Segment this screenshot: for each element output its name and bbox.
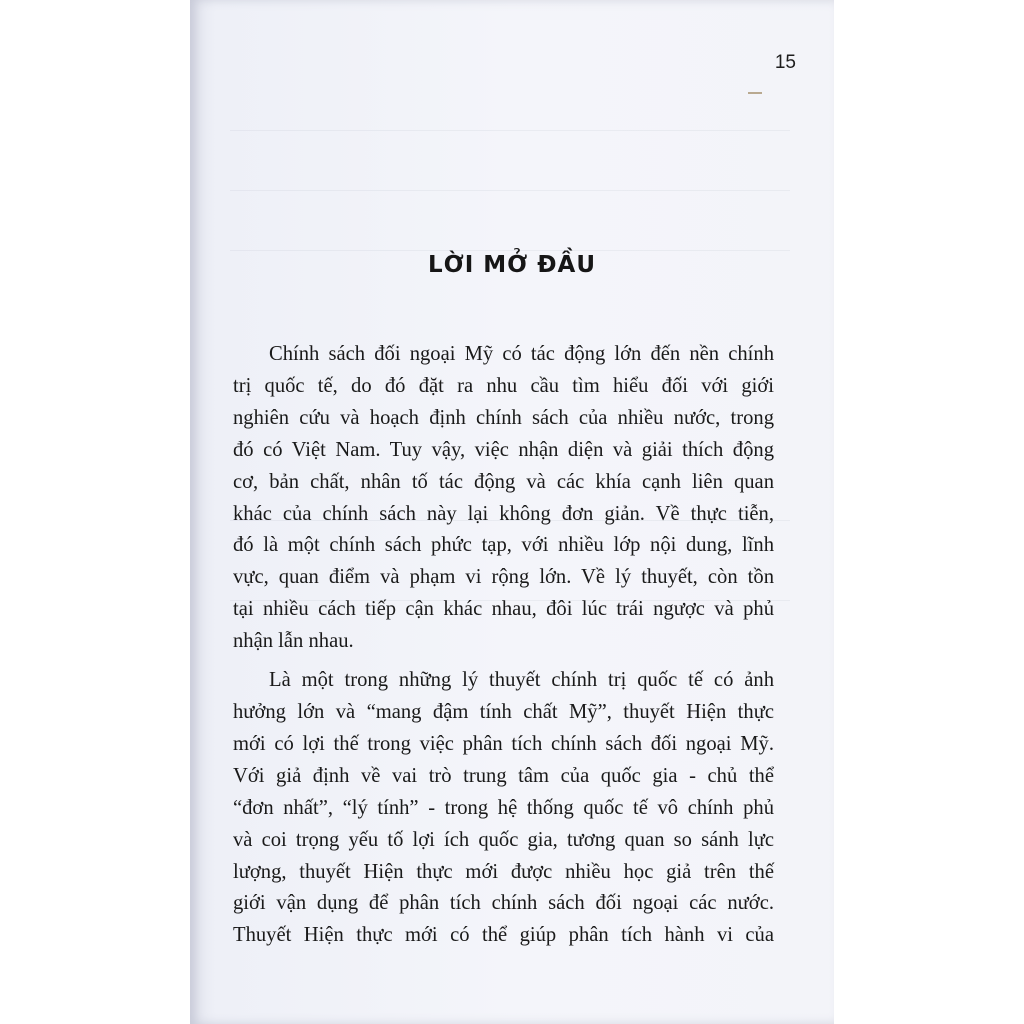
text-line: Chính sách đối ngoại Mỹ có tác động lớn đến nền chính (269, 343, 774, 365)
body-text (233, 339, 774, 952)
show-through-line (230, 250, 790, 251)
text-line: lượng, thuyết Hiện thực mới được nhiều học giả trên thế (233, 860, 774, 883)
paragraph-gap (233, 658, 774, 665)
page-number: 15 (774, 52, 796, 73)
text-line: cơ, bản chất, nhân tố tác động và các khía cạnh liên quan (233, 470, 774, 493)
show-through-line (230, 130, 790, 131)
text-line: đó có Việt Nam. Tuy vậy, việc nhận diện và giải thích động (233, 438, 774, 461)
text-line: Là một trong những lý thuyết chính trị quốc tế có ảnh (269, 669, 774, 692)
text-line: tại nhiều cách tiếp cận khác nhau, đôi lúc trái ngược và phủ (233, 598, 774, 621)
text-line: nghiên cứu và hoạch định chính sách của nhiều nước, trong (233, 406, 774, 429)
text-line: hưởng lớn và “mang đậm tính chất Mỹ”, thuyết Hiện thực (233, 700, 774, 723)
text-line: đó là một chính sách phức tạp, với nhiều lớp nội dung, lĩnh (233, 534, 774, 557)
text-line: mới có lợi thế trong việc phân tích chính sách đối ngoại Mỹ. (233, 732, 774, 755)
paragraph (233, 665, 774, 952)
text-line: Với giả định về vai trò trung tâm của quốc gia - chủ thể (233, 764, 774, 787)
page-number-rule (748, 92, 762, 94)
text-line: khác của chính sách này lại không đơn giản. Về thực tiễn, (233, 502, 774, 525)
show-through-line (230, 190, 790, 191)
chapter-title: LỜI MỞ ĐẦU (427, 252, 597, 278)
text-line: Thuyết Hiện thực mới có thể giúp phân tích hành vi của (233, 924, 774, 947)
paragraph (233, 339, 774, 658)
text-line: và coi trọng yếu tố lợi ích quốc gia, tương quan so sánh lực (233, 828, 774, 851)
text-line: “đơn nhất”, “lý tính” - trong hệ thống quốc tế vô chính phủ (233, 796, 774, 819)
text-line: trị quốc tế, do đó đặt ra nhu cầu tìm hiểu đối với giới (233, 374, 774, 397)
text-line: giới vận dụng để phân tích chính sách đối ngoại các nước. (233, 892, 774, 915)
text-line: vực, quan điểm và phạm vi rộng lớn. Về lý thuyết, còn tồn (233, 566, 774, 589)
text-line: nhận lẫn nhau. (233, 630, 354, 653)
